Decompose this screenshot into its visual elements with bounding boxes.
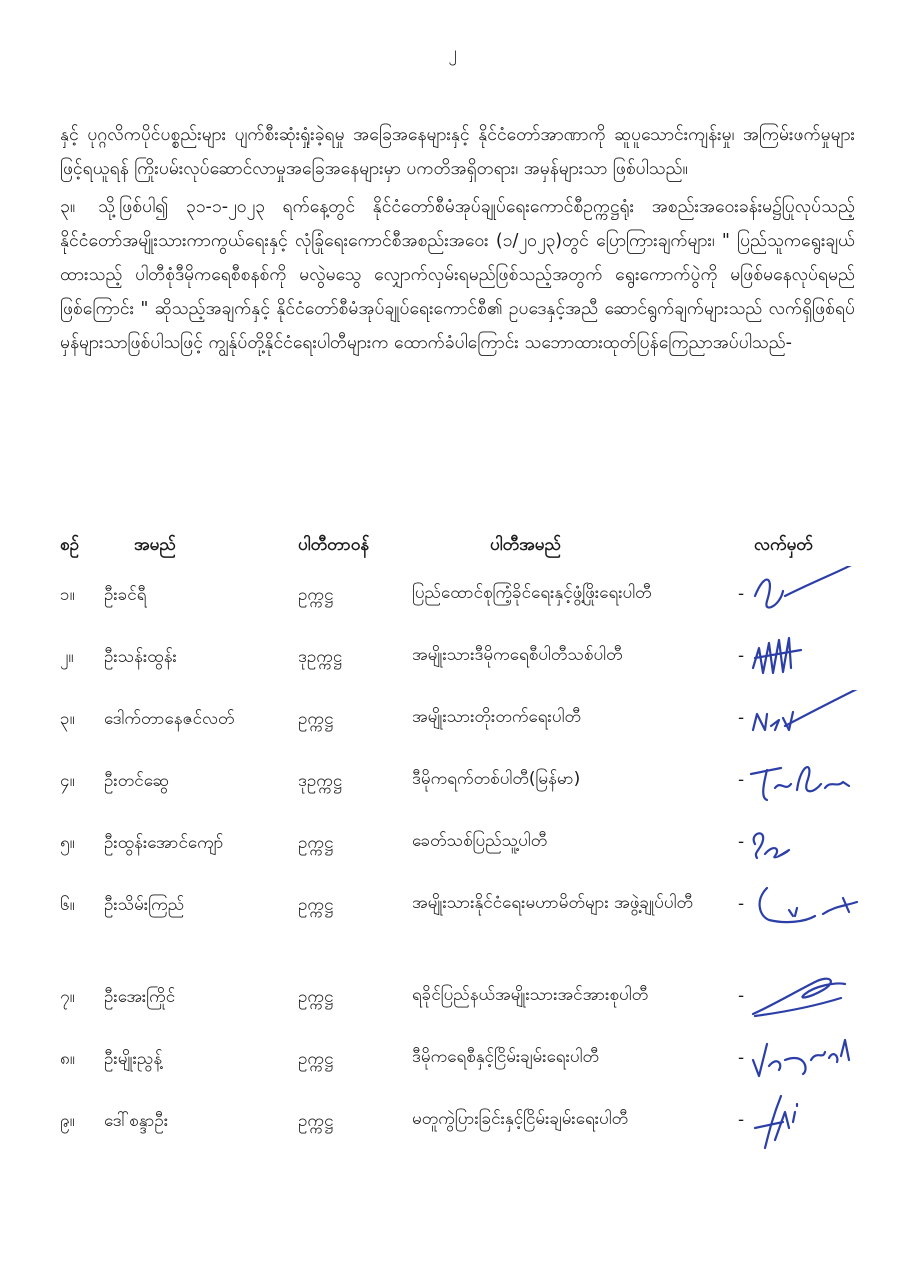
- paragraph-3: [60, 190, 855, 360]
- row-name: ဦးမျိုးညွန့်: [104, 1049, 163, 1069]
- page-number: ၂: [448, 43, 457, 63]
- row-dash: -: [738, 1110, 745, 1130]
- row-dash: -: [738, 986, 745, 1006]
- row-dash: -: [738, 1048, 745, 1068]
- row-role: ဒုဥက္ကဋ္ဌ: [298, 647, 343, 667]
- row-role: ဒုဥက္ကဋ္ဌ: [298, 771, 343, 791]
- header-name: အမည်: [134, 535, 176, 555]
- row-name: ဦးအေးကြိုင်: [104, 987, 176, 1007]
- row-num: ၁။: [60, 585, 75, 605]
- row-dash: -: [738, 584, 745, 604]
- row-party: အမျိုးသားနိုင်ငံရေးမဟာမိတ်များ အဖွဲ့ချုပ်ပါတီ: [412, 893, 694, 913]
- header-signature: လက်မှတ်: [754, 535, 813, 555]
- table-row: [60, 1030, 860, 1092]
- row-role: ဥက္ကဋ္ဌ: [298, 585, 334, 605]
- table-row: [60, 566, 860, 628]
- row-name: ဦးခင်ရီ: [104, 585, 147, 605]
- header-role: ပါတီတာဝန်: [298, 535, 370, 555]
- signatory-table: [60, 526, 860, 1154]
- row-role: ဥက္ကဋ္ဌ: [298, 709, 334, 729]
- row-num: ၇။: [60, 987, 75, 1007]
- header-num: စဉ်: [60, 535, 79, 555]
- signature-image: [745, 566, 865, 626]
- row-name: ဦးသိမ်းကြည်: [104, 895, 185, 915]
- table-row: [60, 628, 860, 690]
- row-dash: -: [738, 708, 745, 728]
- row-party: ပြည်ထောင်စုကြံ့ခိုင်ရေးနှင့်ဖွံ့ဖြိုးရေးပါတီ: [412, 583, 652, 603]
- signature-image: [745, 814, 865, 874]
- signature-image: [745, 968, 865, 1028]
- row-role: ဥက္ကဋ္ဌ: [298, 895, 334, 915]
- row-role: ဥက္ကဋ္ဌ: [298, 987, 334, 1007]
- row-num: ၆။: [60, 895, 75, 915]
- row-role: ဥက္ကဋ္ဌ: [298, 1111, 334, 1131]
- signature-image: [745, 1092, 865, 1152]
- row-name: ဦးသန်းထွန်း: [104, 647, 177, 667]
- row-party: အမျိုးသားတိုးတက်ရေးပါတီ: [412, 707, 582, 727]
- row-num: ၈။: [60, 1049, 75, 1069]
- row-name: ဒေါက်တာနေဇင်လတ်: [104, 709, 235, 729]
- table-row: [60, 752, 860, 814]
- row-party: ရခိုင်ပြည်နယ်အမျိုးသားအင်အားစုပါတီ: [412, 985, 649, 1005]
- signature-image: [745, 1030, 865, 1090]
- signature-image: [745, 876, 865, 936]
- row-num: ၄။: [60, 771, 75, 791]
- row-num: ၃။: [60, 709, 75, 729]
- row-dash: -: [738, 894, 745, 914]
- row-party: အမျိုးသားဒီမိုကရေစီပါတီသစ်ပါတီ: [412, 645, 623, 665]
- header-party: ပါတီအမည်: [490, 535, 561, 555]
- table-row: [60, 814, 860, 876]
- signature-image: [745, 752, 865, 812]
- statement-body: [60, 118, 855, 364]
- row-dash: -: [738, 770, 745, 790]
- row-party: မတူကွဲပြားခြင်းနှင့်ငြိမ်းချမ်းရေးပါတီ: [412, 1109, 629, 1129]
- signature-image: [745, 690, 865, 750]
- paragraph-3-text: သို့ဖြစ်ပါ၍ ၃၁-၁-၂၀၂၃ ရက်နေ့တွင် နိုင်ငံတော်စီမံအုပ်ချုပ်ရေးကောင်စီဥက္ကဋ္ဌရုံး အစည်းအဝေးခန်းမ၌ပြုလုပ်သည့် နိုင်ငံတော်အမျိုးသားကာကွယ်ရေးနှင့် လုံခြုံရေးကောင်စီအစည်းအဝေး (၁/၂၀၂၃)တွင် ပြောကြားချက်များ၊ " ပြည်သူကရွေးချယ်ထားသည့် ပါတီစုံဒီမိုကရေစီစနစ်ကို မလွဲမသွေ လျှောက်လှမ်းရမည်ဖြစ်သည့်အတွက် ရွေးကောက်ပွဲကို မဖြစ်မနေလုပ်ရမည်ဖြစ်ကြောင်း " ဆိုသည့်အချက်နှင့် နိုင်ငံတော်စီမံအုပ်ချုပ်ရေးကောင်စီ၏ ဥပဒေနှင့်အညီ ဆောင်ရွက်ချက်များသည် လက်ရှိဖြစ်ရပ်မှန်များသာဖြစ်ပါသဖြင့် ကျွန်ုပ်တို့နိုင်ငံရေးပါတီများက ထောက်ခံပါကြောင်း သဘောထားထုတ်ပြန်ကြေညာအပ်ပါသည်-: [60, 197, 855, 353]
- row-party: ဒီမိုကရက်တစ်ပါတီ(မြန်မာ): [412, 769, 581, 789]
- row-num: ၂။: [60, 647, 74, 667]
- table-header: [60, 526, 860, 566]
- table-row: [60, 876, 860, 968]
- row-name: ဦးတင်ဆွေ: [104, 771, 169, 791]
- row-name: ဒေါ်စန္ဒာဦး: [104, 1111, 169, 1131]
- row-dash: -: [738, 832, 745, 852]
- signature-image: [745, 628, 865, 688]
- paragraph-number: ၃။: [60, 197, 76, 217]
- row-num: ၉။: [60, 1111, 75, 1131]
- row-role: ဥက္ကဋ္ဌ: [298, 1049, 334, 1069]
- row-party: ခေတ်သစ်ပြည်သူ့ပါတီ: [412, 831, 548, 851]
- row-num: ၅။: [60, 833, 75, 853]
- row-role: ဥက္ကဋ္ဌ: [298, 833, 334, 853]
- table-row: [60, 968, 860, 1030]
- row-dash: -: [738, 646, 745, 666]
- table-row: [60, 690, 860, 752]
- row-name: ဦးထွန်းအောင်ကျော်: [104, 833, 224, 853]
- paragraph-continuation: နှင့် ပုဂ္ဂလိကပိုင်ပစ္စည်းများ ပျက်စီးဆုံးရှုံးခဲ့ရမှု အခြေအနေများနှင့် နိုင်ငံတော်အာဏာကို ဆူပူသောင်းကျန်းမှု၊ အကြမ်းဖက်မှုများ ဖြင့်ရယူရန် ကြိုးပမ်းလုပ်ဆောင်လာမှုအခြေအနေများမှာ ပကတိအရှိတရား၊ အမှန်များသာ ဖြစ်ပါသည်။: [60, 125, 855, 179]
- row-party: ဒီမိုကရေစီနှင့်ငြိမ်းချမ်းရေးပါတီ: [412, 1047, 600, 1067]
- table-row: [60, 1092, 860, 1154]
